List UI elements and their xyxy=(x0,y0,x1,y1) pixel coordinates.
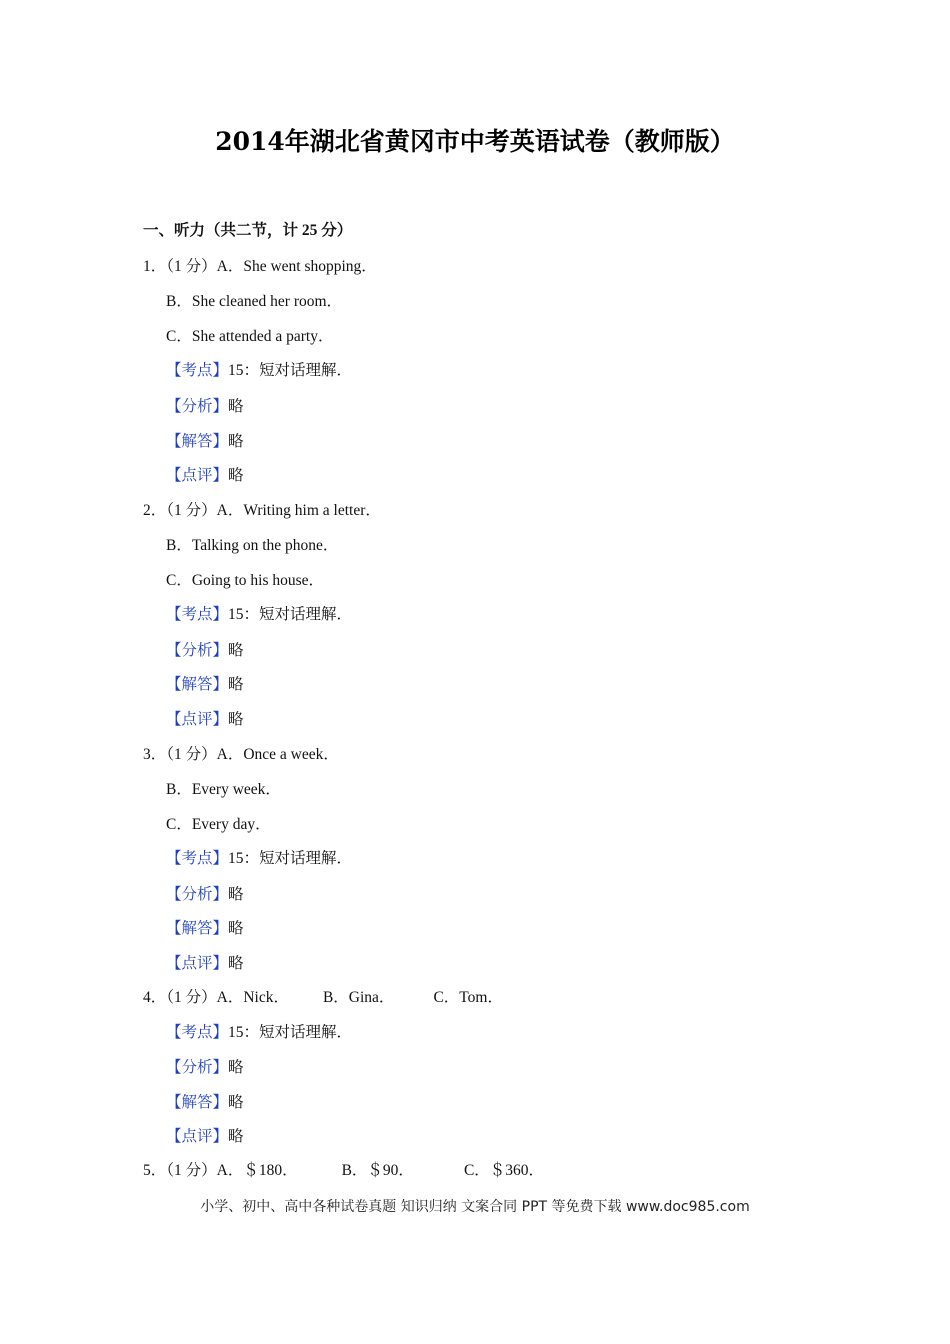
fenxi-text: 略 xyxy=(228,398,244,415)
fenxi-tag: 【分析】 xyxy=(166,642,229,659)
dianping-tag: 【点评】 xyxy=(166,711,229,728)
question-4-dianping xyxy=(166,1124,244,1146)
jieda-tag: 【解答】 xyxy=(166,433,229,450)
kaodian-text: 15：短对话理解． xyxy=(228,850,353,867)
question-3-option-c: C．Every day． xyxy=(166,816,271,833)
page-title: 2014年湖北省黄冈市中考英语试卷（教师版） xyxy=(215,127,735,156)
question-4-option-b: B．Gina． xyxy=(322,989,395,1006)
question-5-option-c: C．＄360． xyxy=(463,1162,545,1179)
question-4-jieda xyxy=(166,1090,244,1112)
question-4-stem xyxy=(143,985,503,1007)
question-1-stem: 1．（1 分）A．She went shopping． xyxy=(143,258,377,275)
question-2-dianping xyxy=(166,707,244,729)
question-4-option-a: A．Nick． xyxy=(216,989,289,1006)
fenxi-tag: 【分析】 xyxy=(166,398,229,415)
question-2-jieda xyxy=(166,672,244,694)
dianping-tag: 【点评】 xyxy=(166,467,229,484)
question-2-option-c: C．Going to his house． xyxy=(166,572,325,589)
question-4-fenxi xyxy=(166,1055,244,1077)
fenxi-tag: 【分析】 xyxy=(166,1059,229,1076)
fenxi-tag: 【分析】 xyxy=(166,886,229,903)
dianping-tag: 【点评】 xyxy=(166,1128,229,1145)
kaodian-tag: 【考点】 xyxy=(166,850,229,867)
question-1-jieda xyxy=(166,429,244,451)
question-5-option-b: B．＄90． xyxy=(341,1162,414,1179)
kaodian-text: 15：短对话理解． xyxy=(228,362,353,379)
question-3-jieda xyxy=(166,916,244,938)
dianping-text: 略 xyxy=(228,1128,244,1145)
jieda-text: 略 xyxy=(228,1094,244,1111)
fenxi-text: 略 xyxy=(228,642,244,659)
fenxi-text: 略 xyxy=(228,1059,244,1076)
fenxi-text: 略 xyxy=(228,886,244,903)
question-1-fenxi xyxy=(166,394,244,416)
question-1-option-b: B．She cleaned her room． xyxy=(166,293,343,310)
section-heading: 一、听力（共二节，计 25 分） xyxy=(143,222,353,239)
dianping-text: 略 xyxy=(228,955,244,972)
question-1-kaodian xyxy=(166,358,352,380)
jieda-text: 略 xyxy=(228,676,244,693)
question-5-prefix: 5．（1 分） xyxy=(143,1162,217,1179)
kaodian-tag: 【考点】 xyxy=(166,1024,229,1041)
question-3-option-b: B．Every week． xyxy=(166,781,281,798)
question-2-kaodian xyxy=(166,602,352,624)
jieda-tag: 【解答】 xyxy=(166,676,229,693)
kaodian-tag: 【考点】 xyxy=(166,362,229,379)
question-4-kaodian xyxy=(166,1020,352,1042)
dianping-tag: 【点评】 xyxy=(166,955,229,972)
page-footer: 小学、初中、高中各种试卷真题 知识归纳 文案合同 PPT 等免费下载 www.doc985.com xyxy=(200,1199,750,1215)
dianping-text: 略 xyxy=(228,711,244,728)
question-4-prefix: 4．（1 分） xyxy=(143,989,217,1006)
jieda-tag: 【解答】 xyxy=(166,920,229,937)
question-1-option-c: C．She attended a party． xyxy=(166,328,334,345)
question-5-stem xyxy=(143,1158,544,1180)
question-2-stem: 2．（1 分）A．Writing him a letter． xyxy=(143,502,381,519)
question-5-option-a: A．＄180． xyxy=(216,1162,298,1179)
question-3-fenxi xyxy=(166,882,244,904)
dianping-text: 略 xyxy=(228,467,244,484)
question-3-kaodian xyxy=(166,846,352,868)
question-3-dianping xyxy=(166,951,244,973)
jieda-text: 略 xyxy=(228,920,244,937)
question-2-fenxi xyxy=(166,638,244,660)
jieda-tag: 【解答】 xyxy=(166,1094,229,1111)
kaodian-tag: 【考点】 xyxy=(166,606,229,623)
question-1-dianping xyxy=(166,463,244,485)
kaodian-text: 15：短对话理解． xyxy=(228,606,353,623)
question-3-stem: 3．（1 分）A．Once a week． xyxy=(143,746,339,763)
question-4-option-c: C．Tom． xyxy=(433,989,503,1006)
question-2-option-b: B．Talking on the phone． xyxy=(166,537,339,554)
jieda-text: 略 xyxy=(228,433,244,450)
kaodian-text: 15：短对话理解． xyxy=(228,1024,353,1041)
